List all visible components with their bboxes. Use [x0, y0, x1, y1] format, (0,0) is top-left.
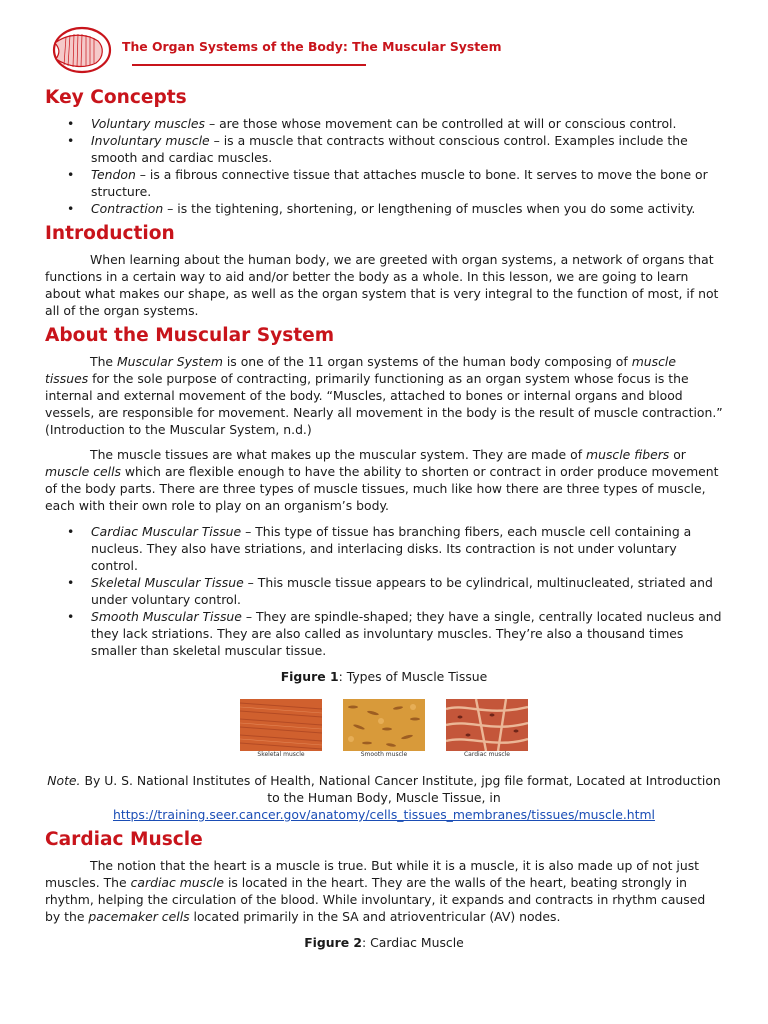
tissue-types-list — [45, 523, 723, 659]
list-item — [45, 574, 723, 608]
bullet-icon: • — [67, 167, 75, 182]
bullet-icon: • — [67, 116, 75, 131]
smooth-muscle-image — [343, 699, 425, 759]
muscle-logo-icon — [46, 25, 112, 77]
list-item — [45, 200, 723, 217]
image-label: Smooth muscle — [360, 751, 408, 758]
bullet-icon: • — [67, 524, 75, 539]
introduction-paragraph: When learning about the human body, we are greeted with organ systems, a network of organs that functions in a certain way to aid and/or better the body as a whole. In this lesson, we are going to learn about what makes our shape, as well as the organ system that is very integral to the function of most, if not all of the organ systems. — [45, 252, 719, 318]
document-body — [45, 89, 723, 951]
bullet-icon: • — [67, 133, 75, 148]
definition: – They are spindle-shaped; they have a single, centrally located nucleus and they lack striations. They are also called as involuntary muscles. They’re also a thousand times smaller than skeletal muscular tissue. — [91, 609, 722, 658]
introduction-heading: Introduction — [45, 223, 175, 244]
definition: – This muscle tissue appears to be cylindrical, multinucleated, striated and under voluntary control. — [91, 575, 713, 607]
term: Voluntary muscles — [91, 116, 206, 131]
list-item — [45, 523, 723, 574]
source-link[interactable]: https://training.seer.cancer.gov/anatomy/cells_tissues_membranes/tissues/muscle.html — [112, 807, 656, 822]
definition: – This type of tissue has branching fibers, each muscle cell containing a nucleus. They also have striations, and interlacing disks. Its contraction is not under voluntary control. — [91, 524, 692, 573]
figure-2-caption: Figure 2: Cardiac Muscle — [304, 935, 464, 950]
about-heading: About the Muscular System — [45, 325, 335, 346]
document-title: The Organ Systems of the Body: The Muscular System — [122, 39, 502, 54]
smooth-muscle-texture — [343, 699, 425, 751]
list-item — [45, 166, 723, 200]
term: Tendon — [91, 167, 136, 182]
figure-1-note: Note. By U. S. National Institutes of Health, National Cancer Institute, jpg file format, Located at Introduction to the Human Body, Muscle Tissue, in https://training.seer.cancer.gov/anatomy/cells_tissues_membranes/tissues/muscle.html — [47, 773, 721, 822]
figure-1-images — [45, 699, 723, 759]
term: Cardiac Muscular Tissue — [91, 524, 242, 539]
definition: – is the tightening, shortening, or lengthening of muscles when you do some activity. — [163, 201, 696, 216]
image-label: Cardiac muscle — [463, 751, 511, 758]
cardiac-muscle-heading: Cardiac Muscle — [45, 829, 203, 850]
key-concepts-list — [45, 115, 723, 217]
figure-1-caption: Figure 1: Types of Muscle Tissue — [280, 669, 488, 684]
list-item — [45, 132, 723, 166]
cardiac-muscle-image — [446, 699, 528, 759]
bullet-icon: • — [67, 575, 75, 590]
bullet-icon: • — [67, 609, 75, 624]
term: Smooth Muscular Tissue — [91, 609, 242, 624]
definition: – is a muscle that contracts without conscious control. Examples include the smooth and cardiac muscles. — [91, 133, 688, 165]
image-label: Skeletal muscle — [257, 751, 305, 758]
title-underline — [132, 64, 366, 66]
definition: – are those whose movement can be controlled at will or conscious control. — [205, 116, 677, 131]
list-item — [45, 115, 723, 132]
term: Skeletal Muscular Tissue — [91, 575, 244, 590]
bullet-icon: • — [67, 201, 75, 216]
term: Involuntary muscle — [91, 133, 210, 148]
definition: – is a fibrous connective tissue that attaches muscle to bone. It serves to move the bone or structure. — [91, 167, 708, 199]
skeletal-muscle-image — [240, 699, 322, 759]
about-paragraph-2: The muscle tissues are what makes up the muscular system. They are made of muscle fibers or muscle cells which are flexible enough to have the ability to shorten or contract in order produce movement of the body parts. There are three types of muscle tissues, much like how there are three types of muscle, each with their own role to play on an organism’s body. — [45, 447, 719, 513]
cardiac-muscle-paragraph: The notion that the heart is a muscle is true. But while it is a muscle, it is also made up of not just muscles. The cardiac muscle is located in the heart. They are the walls of the heart, beating strongly in rhythm, helping the circulation of the blood. While involuntary, it expands and contracts in rhythm caused by the pacemaker cells located primarily in the SA and atrioventricular (AV) nodes. — [45, 858, 706, 924]
skeletal-muscle-texture — [240, 699, 322, 751]
about-paragraph-1: The Muscular System is one of the 11 organ systems of the human body composing of muscle tissues for the sole purpose of contracting, primarily functioning as an organ system whose focus is the internal and external movement of the body. “Muscles, attached to bones or internal organs and blood vessels, are responsible for movement. Nearly all movement in the body is the result of muscle contraction.” (Introduction to the Muscular System, n.d.) — [45, 354, 723, 437]
list-item — [45, 608, 723, 659]
cardiac-muscle-texture — [446, 699, 528, 751]
term: Contraction — [91, 201, 164, 216]
key-concepts-heading: Key Concepts — [45, 87, 187, 108]
